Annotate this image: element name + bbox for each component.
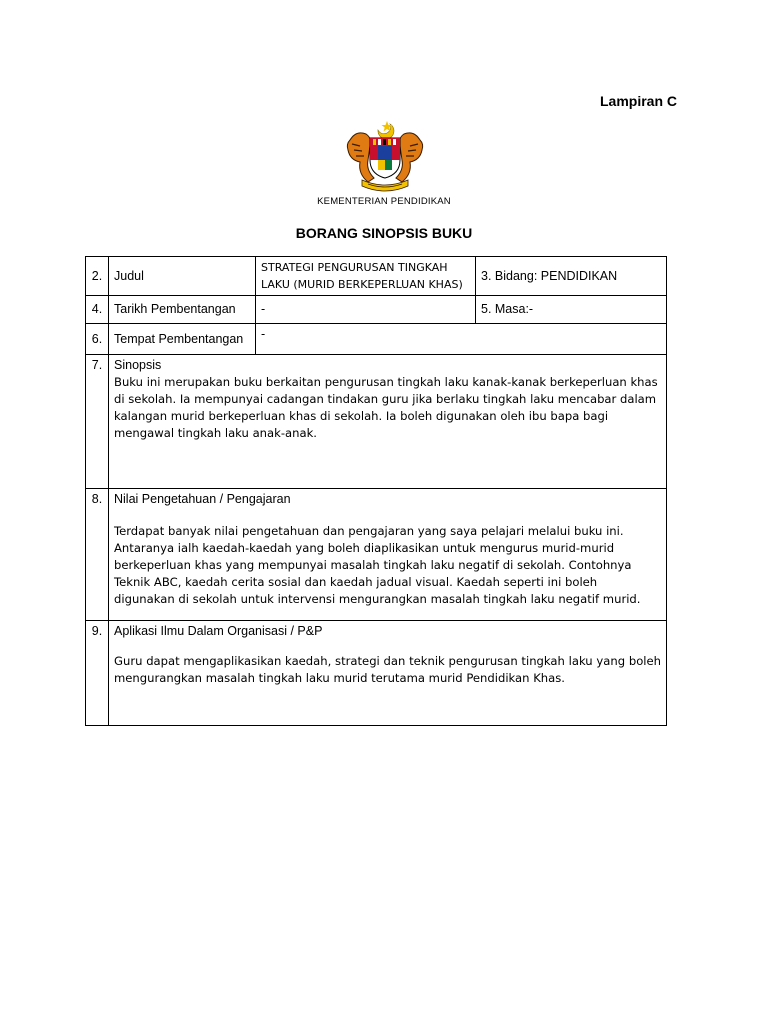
field-bidang: 3. Bidang: PENDIDIKAN — [476, 257, 667, 296]
field-masa: 5. Masa:- — [476, 296, 667, 324]
field-value-judul: STRATEGI PENGURUSAN TINGKAH LAKU (MURID BERKEPERLUAN KHAS) — [256, 257, 476, 296]
row-number: 8. — [86, 489, 109, 621]
field-value-tempat: - — [256, 324, 667, 355]
field-label-tempat: Tempat Pembentangan — [109, 324, 256, 355]
field-value-tarikh: - — [256, 296, 476, 324]
field-label-tarikh: Tarikh Pembentangan — [109, 296, 256, 324]
table-row — [86, 621, 667, 726]
section-label-nilai: Nilai Pengetahuan / Pengajaran — [114, 492, 291, 506]
table-row — [86, 324, 667, 355]
table-row — [86, 257, 667, 296]
section-sinopsis — [109, 355, 667, 489]
lampiran-label: Lampiran C — [600, 93, 678, 109]
table-row — [86, 296, 667, 324]
row-number: 7. — [86, 355, 109, 489]
ministry-name: KEMENTERIAN PENDIDIKAN — [317, 196, 451, 207]
coat-of-arms-icon — [340, 118, 430, 194]
section-label-sinopsis: Sinopsis — [114, 358, 162, 372]
section-text-aplikasi: Guru dapat mengaplikasikan kaedah, strategi dan teknik pengurusan tingkah laku yang boleh mengurangkan masalah tingkah laku murid terutama murid Pendidikan Khas. — [114, 654, 661, 685]
row-number: 2. — [86, 257, 109, 296]
section-nilai — [109, 489, 667, 621]
section-label-aplikasi: Aplikasi Ilmu Dalam Organisasi / P&P — [114, 624, 323, 638]
section-aplikasi — [109, 621, 667, 726]
section-text-nilai: Terdapat banyak nilai pengetahuan dan pengajaran yang saya pelajari melalui buku ini. Antaranya ialh kaedah-kaedah yang boleh diaplikasikan untuk mengurus murid-murid berkeperluan khas yang mempunyai masalah tingkah laku negatif di sekolah. Contohnya Teknik ABC, kaedah cerita sosial dan kaedah jadual visual. Kaedah seperti ini boleh digunakan di sekolah untuk intervensi mengurangkan masalah tingkah laku negatif murid. — [114, 524, 641, 606]
section-text-sinopsis: Buku ini merupakan buku berkaitan pengurusan tingkah laku kanak-kanak berkeperluan khas di sekolah. Ia mempunyai cadangan tindakan guru jika berlaku tingkah laku mencabar dalam kalangan murid berkeperluan khas di sekolah. Ia boleh digunakan oleh ibu bapa bagi mengawal tingkah laku anak-anak. — [114, 375, 658, 440]
field-label-judul: Judul — [109, 257, 256, 296]
row-number: 4. — [86, 296, 109, 324]
form-title: BORANG SINOPSIS BUKU — [295, 225, 473, 241]
row-number: 6. — [86, 324, 109, 355]
synopsis-form-table — [85, 256, 667, 726]
row-number: 9. — [86, 621, 109, 726]
table-row — [86, 489, 667, 621]
table-row — [86, 355, 667, 489]
